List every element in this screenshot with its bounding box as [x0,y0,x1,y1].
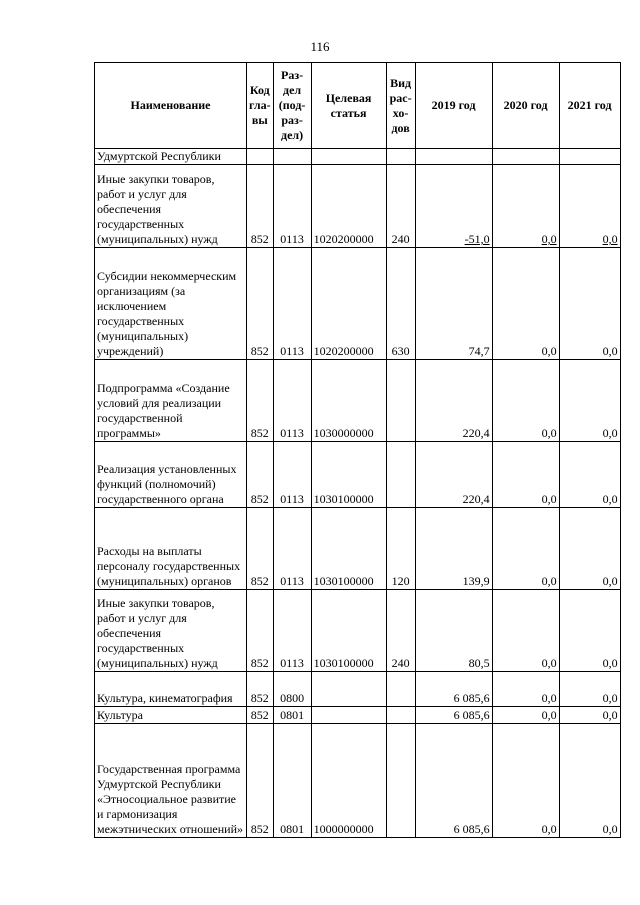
row-2020: 0,0 [492,508,559,590]
row-2021: 0,0 [559,442,620,508]
row-expense-type [386,672,415,707]
row-2020: 0,0 [492,165,559,248]
row-target [311,149,386,165]
row-name: Подпрограмма «Создание условий для реализации государственной программы» [95,360,247,442]
row-code: 852 [247,590,274,672]
row-name: Субсидии некоммерческим организациям (за исключением государственных (муниципальных) учреждений) [95,248,247,360]
row-2020: 0,0 [492,672,559,707]
row-name: Иные закупки товаров, работ и услуг для обеспечения государственных (муниципальных) нужд [95,590,247,672]
row-2021: 0,0 [559,360,620,442]
row-name: Государственная программа Удмуртской Республики «Этносоциальное развитие и гармонизация межэтнических отношений» [95,724,247,838]
row-code: 852 [247,248,274,360]
row-2019: 6 085,6 [415,672,492,707]
row-code: 852 [247,508,274,590]
row-code: 852 [247,165,274,248]
table-row [95,248,621,360]
table-row [95,508,621,590]
row-name: Иные закупки товаров, работ и услуг для обеспечения государственных (муниципальных) нужд [95,165,247,248]
row-target: 1020200000 [311,165,386,248]
row-2020: 0,0 [492,590,559,672]
row-section: 0113 [273,248,311,360]
row-section: 0113 [273,590,311,672]
row-target: 1030000000 [311,360,386,442]
row-2020: 0,0 [492,360,559,442]
row-2021: 0,0 [559,590,620,672]
header-2019: 2019 год [415,63,492,149]
row-2019 [415,149,492,165]
header-expense-type: Вид рас- хо- дов [386,63,415,149]
row-code: 852 [247,672,274,707]
header-code: Код гла- вы [247,63,274,149]
row-expense-type [386,149,415,165]
row-name: Удмуртской Республики [95,149,247,165]
row-2021: 0,0 [559,165,620,248]
table-row [95,149,621,165]
row-code [247,149,274,165]
row-target [311,707,386,724]
header-row [95,63,621,149]
header-section: Раз- дел (под- раз- дел) [273,63,311,149]
table-row [95,724,621,838]
row-2019: 6 085,6 [415,724,492,838]
row-2021: 0,0 [559,248,620,360]
row-section: 0113 [273,360,311,442]
table-row [95,590,621,672]
header-2020: 2020 год [492,63,559,149]
row-expense-type [386,724,415,838]
row-2019: 6 085,6 [415,707,492,724]
row-2019: 80,5 [415,590,492,672]
row-2019: 74,7 [415,248,492,360]
row-target [311,672,386,707]
row-name: Расходы на выплаты персоналу государственных (муниципальных) органов [95,508,247,590]
row-code: 852 [247,724,274,838]
row-2020: 0,0 [492,248,559,360]
row-name: Культура [95,707,247,724]
header-name: Наименование [95,63,247,149]
row-target: 1020200000 [311,248,386,360]
row-code: 852 [247,442,274,508]
header-target: Целевая статья [311,63,386,149]
row-expense-type [386,707,415,724]
budget-table [94,62,621,838]
row-2020: 0,0 [492,707,559,724]
row-expense-type [386,442,415,508]
row-2019: 139,9 [415,508,492,590]
row-section: 0113 [273,508,311,590]
row-2019: 220,4 [415,442,492,508]
row-section: 0113 [273,165,311,248]
row-2020: 0,0 [492,442,559,508]
row-2021 [559,149,620,165]
page-number: 116 [310,39,330,54]
row-code: 852 [247,360,274,442]
row-target: 1000000000 [311,724,386,838]
table-row [95,360,621,442]
row-expense-type: 120 [386,508,415,590]
row-expense-type: 240 [386,165,415,248]
row-target: 1030100000 [311,442,386,508]
row-expense-type: 240 [386,590,415,672]
row-section: 0801 [273,724,311,838]
row-2019: 220,4 [415,360,492,442]
row-expense-type: 630 [386,248,415,360]
row-2021: 0,0 [559,672,620,707]
row-code: 852 [247,707,274,724]
row-2021: 0,0 [559,724,620,838]
table-row [95,672,621,707]
row-name: Культура, кинематография [95,672,247,707]
table-row [95,165,621,248]
row-2021: 0,0 [559,508,620,590]
header-2021: 2021 год [559,63,620,149]
table-row [95,707,621,724]
row-target: 1030100000 [311,508,386,590]
row-name: Реализация установленных функций (полномочий) государственного органа [95,442,247,508]
row-2020 [492,149,559,165]
row-section: 0800 [273,672,311,707]
row-section: 0801 [273,707,311,724]
row-target: 1030100000 [311,590,386,672]
row-section: 0113 [273,442,311,508]
table-row [95,442,621,508]
row-section [273,149,311,165]
row-2021: 0,0 [559,707,620,724]
row-2020: 0,0 [492,724,559,838]
row-2019: -51,0 [415,165,492,248]
row-expense-type [386,360,415,442]
